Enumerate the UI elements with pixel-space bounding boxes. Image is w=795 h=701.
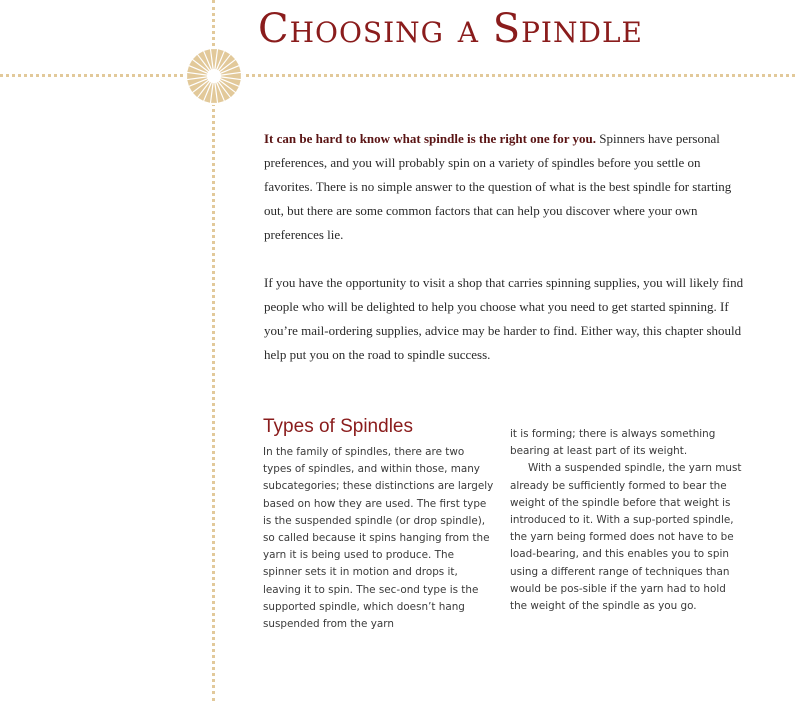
section-heading: Types of Spindles [263,416,413,437]
body-column-left [263,444,495,633]
intro-paragraph-1-rest: Spinners have personal preferences, and you will probably spin on a variety of spindles before you settle on favorites. There is no simple answer to the question of what is the best spindle for starting out, but there are some common factors that can help you discover where your own preferences lie. [264,131,732,242]
body-paragraph-1-continued: it is forming; there is always something bearing at least part of its weight. [510,428,716,458]
body-paragraph-1: In the family of spindles, there are two types of spindles, and within those, many subcategories; these distinctions are largely based on how they are used. The first type is the suspended spindle (or drop spindle), so called because it spins hanging from the yarn it is being used to produce. The spinner sets it in motion and drops it, leaving it to spin. The sec-ond type is the supported spindle, which doesn’t hang suspended from the yarn [263,446,494,631]
chapter-title: Choosing a Spindle [258,6,643,52]
intro-paragraph-1 [264,127,744,247]
vertical-dotted-rule [212,0,215,701]
body-column-right [510,426,742,615]
intro-text [264,127,744,391]
sunburst-icon [185,47,243,105]
intro-lead-sentence: It can be hard to know what spindle is the right one for you. [264,131,597,146]
horizontal-dotted-rule [0,74,795,77]
intro-paragraph-2: If you have the opportunity to visit a shop that carries spinning supplies, you will likely find people who will be delighted to help you choose what you need to get started spinning. If you’re mail-ordering supplies, advice may be harder to find. Either way, this chapter should help put you on the road to spindle success. [264,275,744,362]
body-paragraph-2: With a suspended spindle, the yarn must already be sufficiently formed to bear the weight of the spindle before that weight is introduced to it. With a sup-ported spindle, the yarn being formed does not have to be load-bearing, and this enables you to spin using a different range of techniques than would be pos-sible if the yarn had to hold the weight of the spindle as you go. [510,462,742,613]
